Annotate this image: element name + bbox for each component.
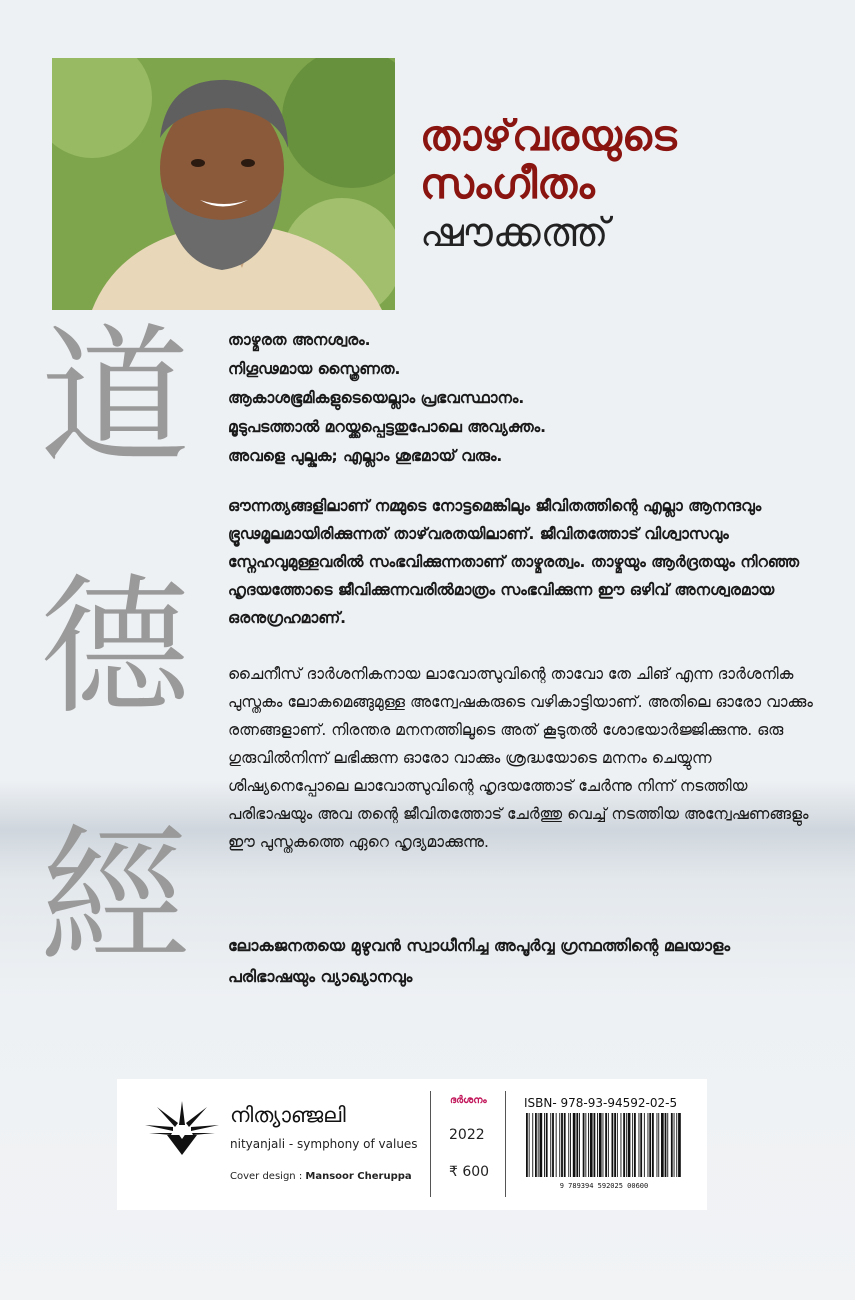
barcode-bar bbox=[676, 1113, 677, 1177]
barcode-bar bbox=[532, 1113, 533, 1177]
barcode-bars bbox=[526, 1113, 681, 1177]
barcode bbox=[524, 1113, 684, 1191]
cjk-character-jing: 經 bbox=[40, 811, 191, 985]
barcode-bar bbox=[546, 1113, 548, 1177]
barcode-bar bbox=[576, 1113, 578, 1177]
publication-year: 2022 bbox=[449, 1127, 485, 1143]
book-title bbox=[420, 112, 677, 208]
publisher-name-malayalam: നിത്യാഞ്ജലി bbox=[230, 1103, 346, 1127]
barcode-bar bbox=[550, 1113, 551, 1177]
barcode-bar bbox=[634, 1113, 636, 1177]
isbn-text: ISBN- 978-93-94592-02-5 bbox=[524, 1096, 678, 1110]
barcode-bar bbox=[612, 1113, 614, 1177]
barcode-bar bbox=[579, 1113, 580, 1177]
barcode-bar bbox=[570, 1113, 571, 1177]
barcode-bar bbox=[652, 1113, 654, 1177]
barcode-bar bbox=[526, 1113, 528, 1177]
barcode-bar bbox=[544, 1113, 545, 1177]
barcode-bar bbox=[665, 1113, 667, 1177]
barcode-bar bbox=[628, 1113, 631, 1177]
barcode-bar bbox=[658, 1113, 659, 1177]
barcode-bar bbox=[661, 1113, 664, 1177]
barcode-bar bbox=[648, 1113, 649, 1177]
barcode-digits: 9 789394 592025 00600 bbox=[559, 1182, 649, 1190]
barcode-bar bbox=[573, 1113, 576, 1177]
imprint-label: ദർശനം bbox=[450, 1095, 487, 1106]
book-title-line2: സംഗീതം bbox=[420, 159, 595, 208]
barcode-bar bbox=[590, 1113, 593, 1177]
barcode-bar bbox=[640, 1113, 642, 1177]
barcode-bar bbox=[623, 1113, 625, 1177]
author-portrait-image bbox=[52, 58, 395, 310]
author-name: ഷൗക്കത്ത് bbox=[420, 210, 609, 256]
barcode-bar bbox=[559, 1113, 560, 1177]
barcode-bar bbox=[608, 1113, 609, 1177]
barcode-bar bbox=[657, 1113, 658, 1177]
barcode-bar bbox=[556, 1113, 557, 1177]
tagline: ലോകജനതയെ മുഴുവൻ സ്വാധീനിച്ച അപൂർവ്വ ഗ്രന്ഥത്തിന്റെ മലയാളം പരിഭാഷയും വ്യാഖ്യാനവും bbox=[228, 936, 731, 986]
poem-line: മൂടുപടത്താൽ മറയ്ക്കപ്പെട്ടതുപോലെ അവ്യക്തം. bbox=[228, 418, 547, 436]
book-price: ₹ 600 bbox=[449, 1164, 490, 1180]
barcode-bar bbox=[583, 1113, 585, 1177]
cover-design-label: Cover design : bbox=[230, 1171, 306, 1182]
barcode-bar bbox=[678, 1113, 681, 1177]
barcode-bar bbox=[649, 1113, 651, 1177]
barcode-bar bbox=[674, 1113, 675, 1177]
poem-line: താഴ്മരത അനശ്വരം. bbox=[228, 331, 371, 349]
cover-designer-name: Mansoor Cheruppa bbox=[305, 1171, 412, 1182]
author-photo bbox=[52, 58, 395, 310]
barcode-bar bbox=[564, 1113, 566, 1177]
barcode-bar bbox=[588, 1113, 589, 1177]
barcode-bar bbox=[605, 1113, 607, 1177]
cjk-character-de: 德 bbox=[40, 561, 191, 735]
barcode-bar bbox=[561, 1113, 563, 1177]
divider bbox=[505, 1091, 506, 1197]
poem-line: ആകാശഭൂമികളുടെയെല്ലാം പ്രഭവസ്ഥാനം. bbox=[228, 389, 525, 407]
barcode-bar bbox=[568, 1113, 569, 1177]
barcode-bar bbox=[538, 1113, 539, 1177]
barcode-bar bbox=[552, 1113, 554, 1177]
barcode-bar bbox=[614, 1113, 616, 1177]
barcode-bar bbox=[671, 1113, 673, 1177]
nityanjali-logo-icon bbox=[145, 1099, 219, 1159]
poem-line: അവളെ പുല്കുക; എല്ലാം ശുഭമായ് വരും. bbox=[228, 447, 503, 465]
cjk-character-dao: 道 bbox=[40, 311, 191, 485]
barcode-bar bbox=[599, 1113, 602, 1177]
poem-verse bbox=[228, 326, 828, 471]
blurb-paragraph-2: ചൈനീസ് ദാർശനികനായ ലാവോത്സുവിന്റെ താവോ തേ ചിങ് എന്ന ദാർശനിക പുസ്തകം ലോകമെങ്ങുമുള്ള അന്വേഷകരുടെ വഴികാട്ടിയാണ്. അതിലെ ഓരോ വാക്കും രത്നങ്ങളാണ്. നിരന്തര മനനത്തിലൂടെ അത് കൂടുതൽ ശോഭയാർജ്ജിക്കുന്നു. ഒരു ഗുരുവിൽനിന്ന് ലഭിക്കുന്ന ഓരോ വാക്കും ശ്രദ്ധയോടെ മനനം ചെയ്യുന്ന ശിഷ്യനെപ്പോലെ ലാവോത്സുവിന്റെ ഹൃദയത്തോട് ചേർന്നു നിന്ന് നടത്തിയ പരിഭാഷയും അവ തന്റെ ജീവിതത്തോട് ചേർത്തു വെച്ച് നടത്തിയ അന്വേഷണങ്ങളും ഈ പുസ്തകത്തെ ഏറെ ഹൃദ്യമാക്കുന്നു. bbox=[228, 665, 813, 851]
barcode-bar bbox=[603, 1113, 604, 1177]
divider bbox=[430, 1091, 431, 1197]
barcode-bar bbox=[594, 1113, 596, 1177]
barcode-bar bbox=[535, 1113, 537, 1177]
poem-line: നിഗൂഢമായ സ്ത്രൈണത. bbox=[228, 360, 401, 378]
barcode-bar bbox=[626, 1113, 627, 1177]
publisher-barcode-panel bbox=[117, 1079, 707, 1210]
barcode-bar bbox=[529, 1113, 530, 1177]
barcode-bar bbox=[621, 1113, 622, 1177]
blurb-paragraph-1: ഔന്നത്യങ്ങളിലാണ് നമ്മുടെ നോട്ടമെങ്കിലും ജീവിതത്തിന്റെ എല്ലാ ആനന്ദവും ഭ്രൂഢമൂലമായിരിക്കുന്നത് താഴ്‌വരതയിലാണ്. ജീവിതത്തോട് വിശ്വാസവും സ്നേഹവുമുള്ളവരിൽ സംഭവിക്കുന്നതാണ് താഴ്മരത്വം. താഴ്മയും ആർദ്രതയും നിറഞ്ഞ ഹൃദയത്തോടെ ജീവിക്കുന്നവരിൽമാത്രം സംഭവിക്കുന്ന ഈ ഒഴിവ് അനശ്വരമായ ഒരനുഗ്രഹമാണ്. bbox=[228, 497, 800, 627]
barcode-bar bbox=[617, 1113, 618, 1177]
cover-design-credit bbox=[230, 1171, 412, 1182]
publisher-tagline: nityanjali - symphony of values bbox=[230, 1137, 418, 1151]
barcode-bar bbox=[639, 1113, 640, 1177]
barcode-bar bbox=[667, 1113, 668, 1177]
barcode-bar bbox=[644, 1113, 645, 1177]
barcode-bar bbox=[540, 1113, 543, 1177]
barcode-bar bbox=[585, 1113, 586, 1177]
barcode-bar bbox=[597, 1113, 598, 1177]
book-title-line1: താഴ്‌വരയുടെ bbox=[420, 111, 677, 160]
barcode-bar bbox=[632, 1113, 633, 1177]
